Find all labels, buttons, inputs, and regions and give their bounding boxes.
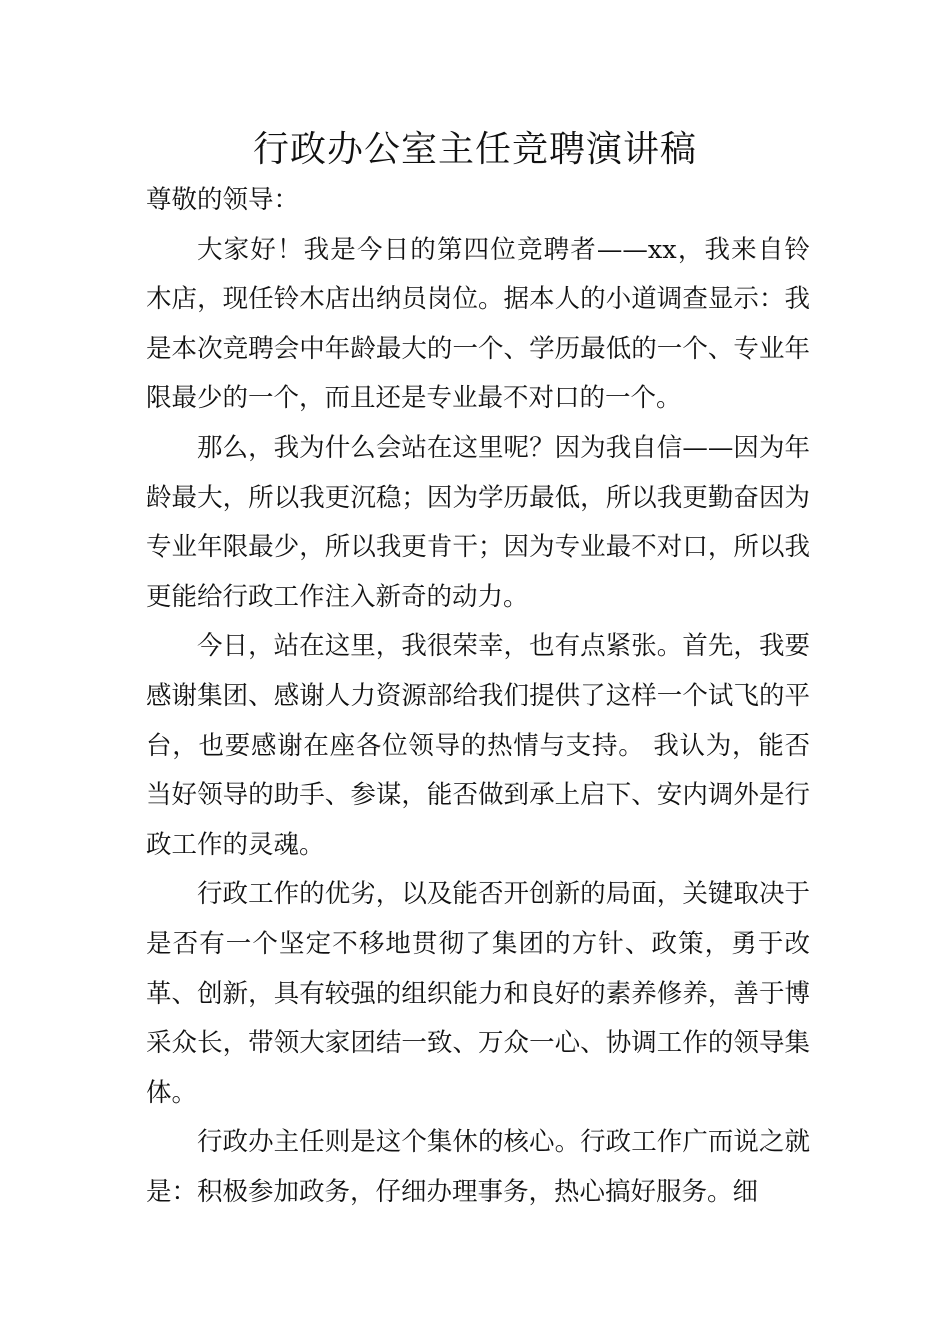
paragraph-2: 那么，我为什么会站在这里呢？因为我自信——因为年龄最大，所以我更沉稳；因为学历最低，所以我更勤奋因为专业年限最少，所以我更肯干；因为专业最不对口，所以我更能给行政工作注入新奇的动力。 bbox=[146, 432, 810, 612]
paragraph-4: 行政工作的优劣，以及能否开创新的局面，关键取决于是否有一个坚定不移地贯彻了集团的方针、政策，勇于改革、创新，具有较强的组织能力和良好的素养修养，善于博采众长，带领大家团结一致、万众一心、协调工作的领导集体。 bbox=[146, 879, 810, 1108]
salutation: 尊敬的领导： bbox=[146, 185, 300, 215]
paragraph-3: 今日，站在这里，我很荣幸，也有点紧张。首先，我要感谢集团、感谢人力资源部给我们提供了这样一个试飞的平台，也要感谢在座各位领导的热情与支持。 我认为，能否当好领导的助手、参谋，能否做到承上启下、安内调外是行政工作的灵魂。 bbox=[146, 631, 810, 860]
document-body bbox=[146, 176, 810, 1217]
document-title: 行政办公室主任竞聘演讲稿 bbox=[252, 129, 697, 170]
paragraph-1: 大家好！我是今日的第四位竞聘者——xx，我来自铃木店，现任铃木店出纳员岗位。据本人的小道调查显示：我是本次竞聘会中年龄最大的一个、学历最低的一个、专业年限最少的一个，而且还是专业最不对口的一个。 bbox=[146, 234, 810, 414]
paragraph-5: 行政办主任则是这个集休的核心。行政工作广而说之就是：积极参加政务，仔细办理事务，热心搞好服务。细 bbox=[146, 1127, 810, 1207]
